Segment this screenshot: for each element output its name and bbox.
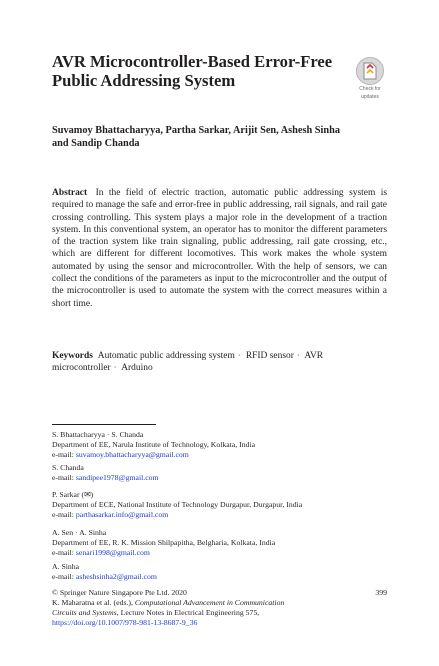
affiliation-block	[52, 463, 392, 483]
email-link[interactable]: parthasarkar.info@gmail.com	[75, 509, 169, 519]
check-for-updates-badge[interactable]	[356, 57, 384, 100]
abstract	[52, 187, 387, 310]
keyword-separator: ·	[237, 351, 241, 360]
keyword: Arduino	[121, 363, 153, 374]
email-label: e-mail:	[52, 472, 76, 482]
book-title-part-2: Circuits and Systems	[52, 607, 117, 617]
affiliation-email-row	[52, 548, 392, 558]
doi-link[interactable]: https://doi.org/10.1007/978-981-13-8687-9_36	[52, 617, 198, 627]
email-link[interactable]: senari1998@gmail.com	[75, 547, 150, 557]
citation-line-2	[52, 608, 387, 618]
copyright-line: © Springer Nature Singapore Pte Ltd. 2020	[52, 588, 187, 597]
affiliation-block	[52, 562, 392, 582]
check-for-updates-icon	[356, 57, 384, 85]
keyword: RFID sensor	[245, 351, 294, 361]
keyword-separator: ·	[113, 363, 117, 373]
authors-line-2: and Sandip Chanda	[52, 138, 140, 149]
email-label: e-mail:	[52, 571, 76, 581]
affiliation-department: Department of EE, Narula Institute of Technology, Kolkata, India	[52, 439, 256, 449]
citation-line-1	[52, 598, 387, 608]
footnote-rule	[52, 424, 156, 425]
affiliation-names: A. Sinha	[52, 562, 80, 571]
badge-label-line1: Check for	[359, 86, 381, 92]
affiliation-block	[52, 430, 392, 460]
keyword: Automatic public addressing system	[97, 351, 235, 361]
affiliation-names: S. Chanda	[52, 463, 84, 472]
affiliation-names: P. Sarkar (✉)	[52, 490, 94, 499]
keywords-label: Keywords	[52, 351, 93, 361]
email-label: e-mail:	[52, 449, 76, 459]
publication-footer	[52, 588, 387, 628]
keyword-separator: ·	[296, 351, 300, 360]
email-label: e-mail:	[52, 547, 76, 557]
authors-line-1: Suvamoy Bhattacharyya, Partha Sarkar, Arijit Sen, Ashesh Sinha	[52, 125, 340, 136]
page-number: 399	[375, 588, 387, 597]
email-link[interactable]: suvamoy.bhattacharyya@gmail.com	[75, 449, 189, 459]
affiliation-names: S. Bhattacharyya · S. Chanda	[52, 430, 144, 439]
email-link[interactable]: asheshsinha2@gmail.com	[75, 571, 157, 581]
abstract-text: In the field of electric traction, automatic public addressing system is required to manage the safe and error-free in public addressing, rail signals, and rail gate crossing controlling. This system plays a major role in the development of a traction system. In this conventional system, an operator has to monitor the different parameters of the traction system like train signaling, public addressing, rail gate crossing, etc., which are different for different locomotives. This work makes the whole system automated by using the sensor and microcontroller. With the help of sensors, we can collect the conditions of the parameters as input to the microcontroller and the output of the microcontroller is used to automate the system with the correct measures within a short time.	[52, 188, 388, 309]
paper-title: AVR Microcontroller-Based Error-Free Public Addressing System	[52, 52, 333, 90]
affiliation-block	[52, 528, 392, 558]
keywords	[52, 350, 387, 375]
affiliation-department: Department of ECE, National Institute of Technology Durgapur, Durgapur, India	[52, 499, 303, 509]
email-link[interactable]: sandipee1978@gmail.com	[75, 472, 159, 482]
abstract-label: Abstract	[52, 188, 88, 198]
affiliation-email-row	[52, 450, 392, 460]
series-info: , Lecture Notes in Electrical Engineering 575,	[116, 607, 260, 617]
keyword: AVR microcontroller	[52, 351, 324, 374]
affiliation-email-row	[52, 510, 392, 520]
author-list	[52, 124, 392, 150]
email-label: e-mail:	[52, 509, 76, 519]
citation-editors: K. Maharatna et al. (eds.),	[52, 597, 135, 607]
book-title-part-1: Computational Advancement in Communication	[134, 597, 285, 607]
affiliation-email-row	[52, 572, 392, 582]
affiliation-names: A. Sen · A. Sinha	[52, 528, 107, 537]
affiliation-block	[52, 490, 392, 520]
badge-label-line2: updates	[361, 93, 379, 100]
affiliation-email-row	[52, 473, 392, 483]
affiliation-department: Department of EE, R. K. Mission Shilpapitha, Belgharia, Kolkata, India	[52, 537, 276, 547]
